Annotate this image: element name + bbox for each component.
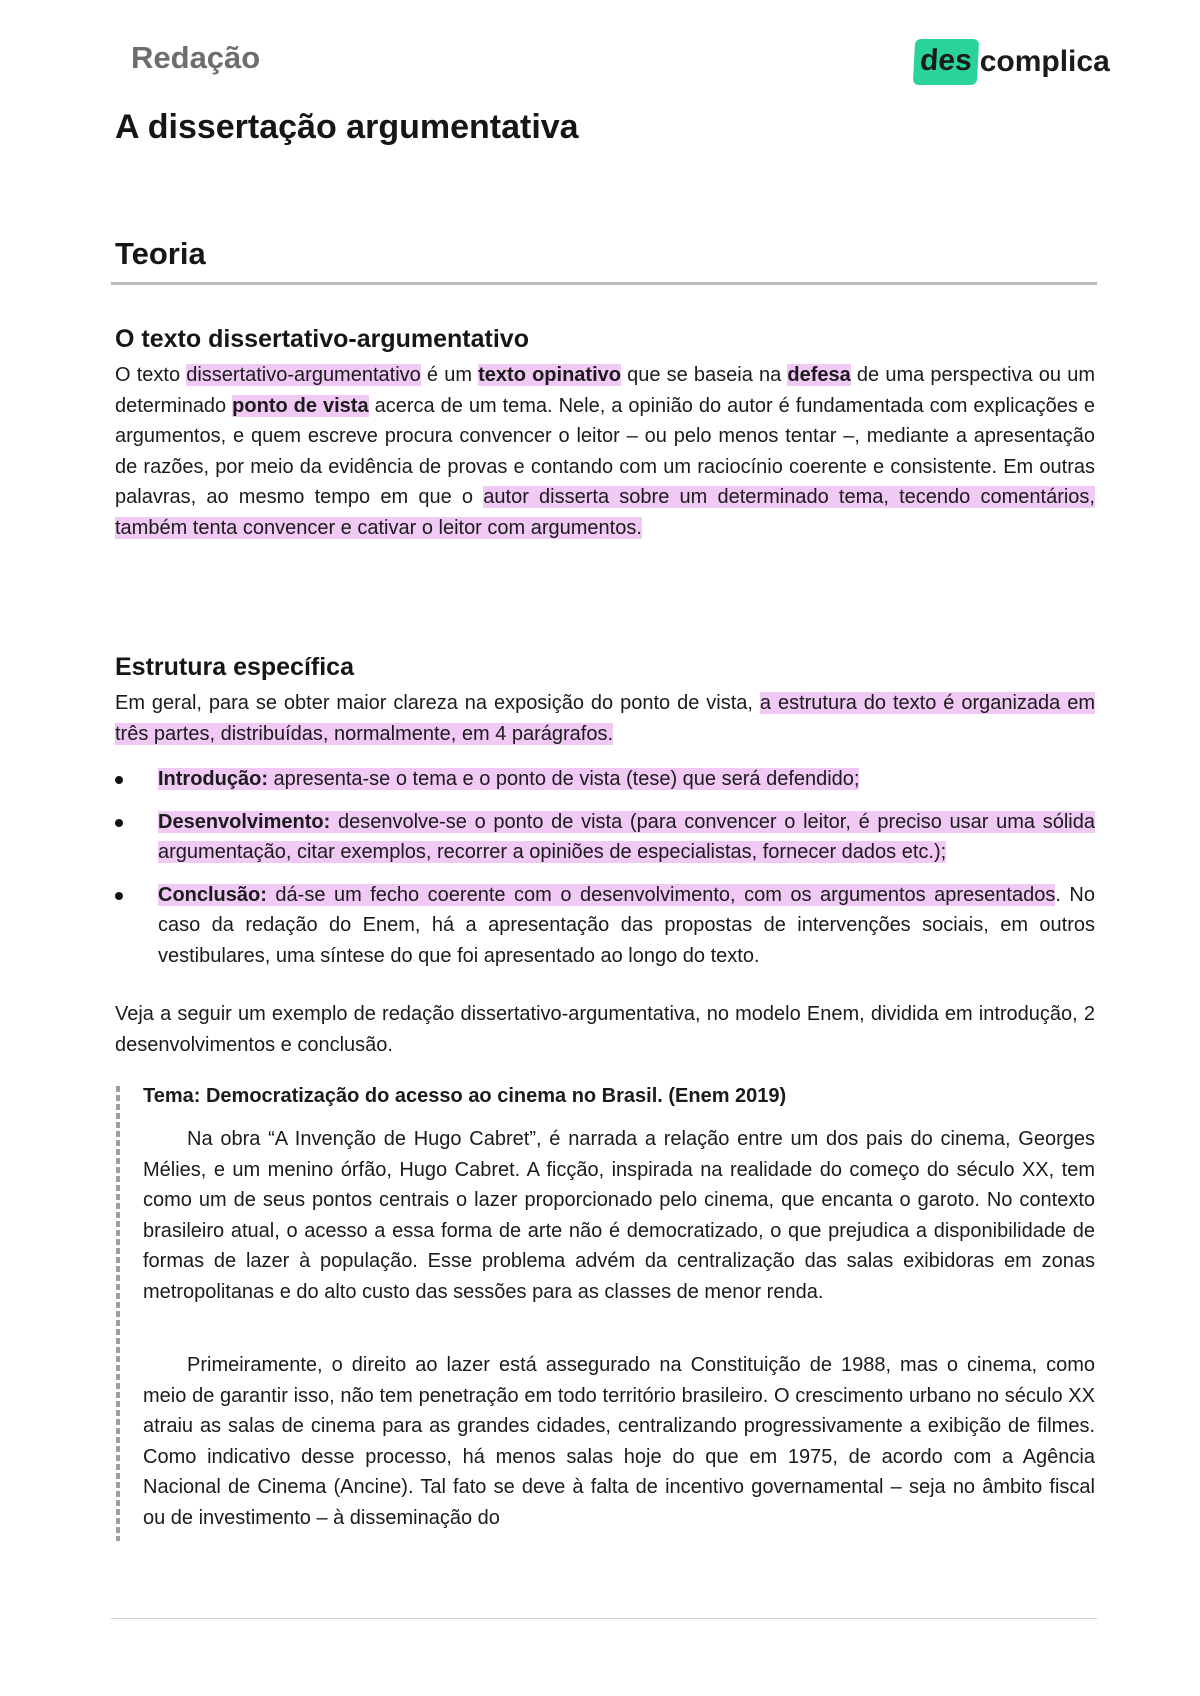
- highlight-bold: ponto de vista: [232, 394, 369, 417]
- item-text: apresenta-se o tema e o ponto de vista (tese) que será defendido;: [268, 768, 860, 790]
- paragraph-definition: [115, 360, 1095, 543]
- logo-text: complica: [979, 45, 1110, 78]
- bullet-icon: [115, 819, 123, 827]
- quote-border: [116, 1086, 120, 1541]
- essay-paragraph-1: Na obra “A Invenção de Hugo Cabret”, é narrada a relação entre um dos pais do cinema, Georges Mélies, e um menino órfão, Hugo Cabret. A ficção, inspirada na realidade do começo do século XX, tem como um de seus pontos centrais o lazer proporcionado pelo cinema, que encanta o garoto. No contexto brasileiro atual, o acesso a essa forma de arte não é democratizado, o que prejudica a disponibilidade de formas de lazer à população. Esse problema advém da centralização das salas exibidoras em zonas metropolitanas e do alto custo das sessões para as classes de menor renda.: [143, 1128, 1095, 1303]
- subsection-title-estrutura: Estrutura específica: [115, 653, 354, 681]
- page-title: A dissertação argumentativa: [115, 108, 579, 146]
- section-divider: [111, 282, 1097, 285]
- footer-divider: [111, 1618, 1097, 1619]
- list-item-desenvolvimento: [115, 807, 1095, 868]
- highlight-bold: texto opinativo: [478, 364, 621, 386]
- text-run: que se baseia na: [620, 364, 788, 386]
- text-run: de uma perspectiva ou um determinado: [115, 364, 1095, 417]
- highlight: autor disserta sobre um determinado tema, tecendo comentários, também tenta convencer e cativar o leitor com argumentos.: [115, 486, 1095, 539]
- text-run: Em geral, para se obter maior clareza na exposição do ponto de vista,: [115, 692, 760, 714]
- text-run: acerca de um tema. Nele, a opinião do autor é fundamentada com explicações e argumentos, e quem escreve procura convencer o leitor – ou pelo menos tentar –, mediante a apresentação de razões, por meio da evidência de provas e contando com um raciocínio coerente e consistente. Em outras palavras, ao mesmo tempo em que o: [115, 394, 1095, 508]
- paragraph-example-intro: Veja a seguir um exemplo de redação dissertativo-argumentativa, no modelo Enem, dividida em introdução, 2 desenvolvimentos e conclusão.: [115, 1003, 1095, 1056]
- bullet-icon: [115, 892, 123, 900]
- item-label: Conclusão:: [158, 883, 267, 906]
- text-run: é um: [420, 364, 479, 386]
- logo-badge: des: [913, 39, 979, 85]
- essay-paragraph-2: Primeiramente, o direito ao lazer está assegurado na Constituição de 1988, mas o cinema, como meio de garantir isso, não tem penetração em todo território brasileiro. O crescimento urbano no século XX atraiu as salas de cinema para as grandes cidades, centralizando progressivamente a exibição de filmes. Como indicativo desse processo, há menos salas hoje do que em 1975, de acordo com a Agência Nacional de Cinema (Ancine). Tal fato se deve à falta de incentivo governamental – seja no âmbito fiscal ou de investimento – à disseminação do: [143, 1354, 1095, 1529]
- paragraph-structure: [115, 688, 1095, 749]
- item-text: dá-se um fecho coerente com o desenvolvimento, com os argumentos apresentados: [266, 883, 1056, 906]
- list-item-conclusao: [115, 880, 1095, 972]
- descomplica-logo: [914, 33, 1110, 91]
- item-label: Introdução:: [158, 768, 268, 790]
- bullet-icon: [115, 776, 123, 784]
- essay-theme: Tema: Democratização do acesso ao cinema no Brasil. (Enem 2019): [143, 1085, 787, 1107]
- text-run: O texto: [115, 364, 187, 386]
- item-rest: . No caso da redação do Enem, há a apresentação das propostas de intervenções sociais, em outros vestibulares, uma síntese do que foi apresentado ao longo do texto.: [158, 883, 1095, 967]
- structure-list: [115, 764, 1095, 983]
- section-title: Teoria: [115, 236, 206, 271]
- item-label: Desenvolvimento:: [158, 810, 331, 833]
- highlight: a estrutura do texto é organizada em três partes, distribuídas, normalmente, em 4 parágrafos.: [115, 692, 1096, 745]
- list-item-introducao: [115, 764, 1095, 795]
- highlight: dissertativo-argumentativo: [186, 364, 421, 386]
- highlight-bold: defesa: [787, 364, 851, 386]
- subsection-title-texto: O texto dissertativo-argumentativo: [115, 325, 529, 353]
- subject-label: Redação: [131, 40, 261, 75]
- item-text: desenvolve-se o ponto de vista (para convencer o leitor, é preciso usar uma sólida argumentação, citar exemplos, recorrer a opiniões de especialistas, fornecer dados etc.);: [158, 810, 1095, 863]
